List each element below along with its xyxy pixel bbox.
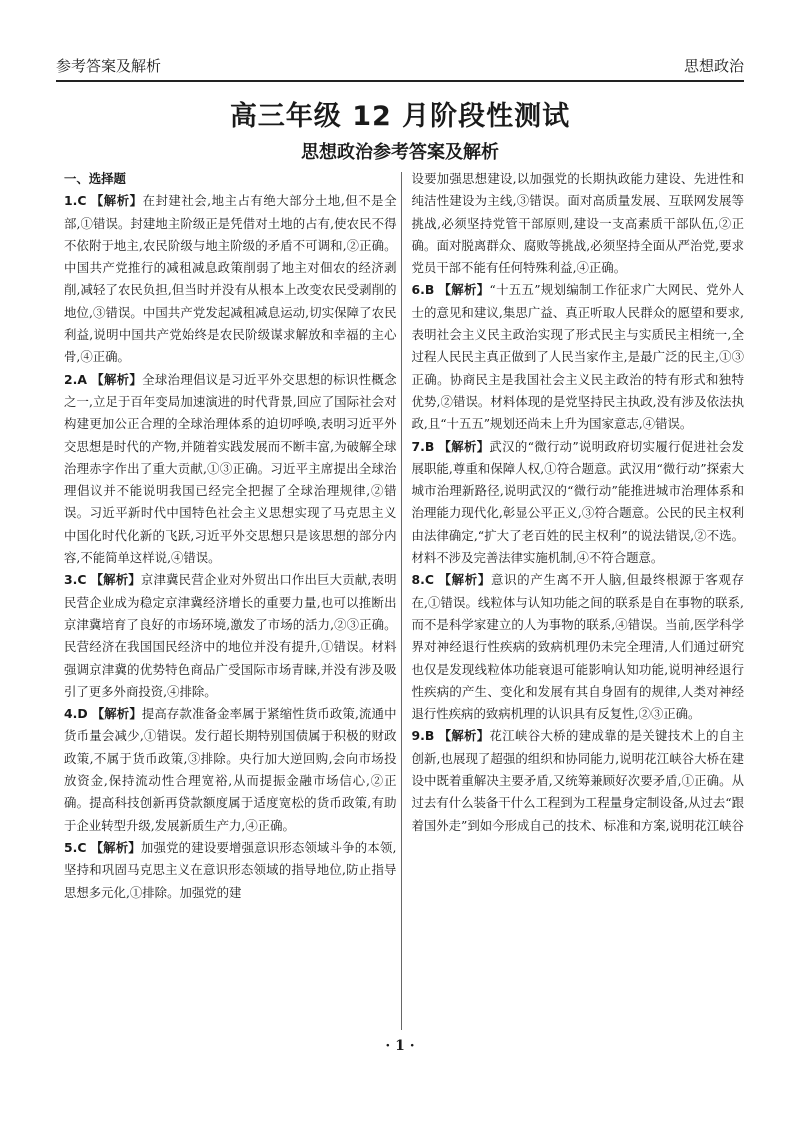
answer-columns: [64, 168, 744, 1034]
analysis-tag: 【解析】: [90, 572, 141, 588]
answer-number: 8.C: [411, 572, 434, 588]
answer-item: [64, 190, 397, 368]
answer-text: 提高存款准备金率属于紧缩性货币政策,流通中货币量会减少,①错误。发行超长期特别国债属于积极的财政政策,不属于货币政策,③排除。央行加大逆回购,会向市场投放资金,保持流动性合理宽裕,从而提振金融市场信心,②正确。提高科技创新再贷款额度属于适度宽松的货币政策,有助于企业转型升级,发展新质生产力,④正确。: [64, 706, 397, 833]
answer-text: 全球治理倡议是习近平外交思想的标识性概念之一,立足于百年变局加速演进的时代背景,回应了国际社会对构建更加公正合理的全球治理体系的迫切呼唤,表明习近平外交思想是时代的产物,并随着实践发展而不断丰富,为破解全球治理赤字作出了重大贡献,①③正确。习近平主席提出全球治理倡议并不能说明我国已经完全把握了全球治理规律,②错误。习近平新时代中国特色社会主义思想实现了马克思主义中国化时代化新的飞跃,习近平外交思想只是该思想的部分内容,不能简单这样说,④错误。: [64, 371, 397, 566]
answer-text: 设要加强思想建设,以加强党的长期执政能力建设、先进性和纯洁性建设为主线,③错误。面对高质量发展、互联网发展等挑战,必须坚持党管干部原则,建设一支高素质干部队伍,②正确。面对脱离群众、腐败等挑战,必须坚持全面从严治党,要求党员干部不能有任何特殊利益,④正确。: [411, 171, 744, 276]
analysis-tag: 【解析】: [438, 728, 490, 744]
answer-item: [412, 436, 745, 570]
answer-item: [64, 703, 397, 837]
answer-item: [64, 369, 397, 570]
answer-text: 意识的产生离不开人脑,但最终根源于客观存在,①错误。线粒体与认知功能之间的联系是自在事物的联系,而不是科学家建立的人为事物的联系,④错误。当前,医学科学界对神经退行性疾病的致病机理仍未完全理清,人们通过研究也仅是发现线粒体功能衰退可能影响认知功能,说明神经退行性疾病的产生、变化和发展有其自身固有的规律,人类对神经退行性疾病的致病机理的认识具有反复性,②③正确。: [411, 572, 744, 722]
right-column: [402, 168, 745, 1034]
page-subtitle: 思想政治参考答案及解析: [301, 142, 499, 163]
section-title: 一、选择题: [64, 171, 126, 186]
answer-number: 3.C: [64, 572, 87, 588]
answer-item: [64, 569, 397, 703]
answer-number: 2.A: [64, 371, 87, 387]
analysis-tag: 【解析】: [90, 193, 143, 209]
answer-number: 6.B: [411, 282, 435, 298]
answer-number: 9.B: [411, 728, 435, 744]
left-column: [64, 168, 401, 1034]
answer-item: [64, 837, 397, 904]
page-title: 高三年级 12 月阶段性测试: [229, 101, 571, 132]
analysis-tag: 【解析】: [90, 839, 141, 855]
answer-text: “十五五”规划编制工作征求广大网民、党外人士的意见和建议,集思广益、真正听取人民群众的愿望和要求,表明社会主义民主政治实现了形式民主与实质民主相统一,全过程人民民主真正做到了人民当家作主,是最广泛的民主,①③正确。协商民主是我国社会主义民主政治的特有形式和独特优势,②错误。材料体现的是党坚持民主执政,没有涉及依法执政,且“十五五”规划还尚未上升为国家意志,④错误。: [411, 282, 744, 432]
analysis-tag: 【解析】: [438, 572, 492, 588]
analysis-tag: 【解析】: [91, 371, 143, 387]
answer-text: 加强党的建设要增强意识形态领域斗争的本领,坚持和巩固马克思主义在意识形态领域的指导地位,防止指导思想多元化,①排除。加强党的建: [64, 839, 397, 900]
header-left-label: 参考答案及解析: [56, 57, 162, 75]
answer-text: 花江峡谷大桥的建成靠的是关键技术上的自主创新,也展现了超强的组织和协同能力,说明花江峡谷大桥在建设中既着重解决主要矛盾,又统筹兼顾好次要矛盾,①正确。从过去有什么装备干什么工程到为工程量身定制设备,从过去“跟着国外走”到如今形成自己的技术、标准和方案,说明花江峡谷: [411, 728, 744, 833]
page-header: [56, 48, 744, 82]
answer-number: 4.D: [64, 706, 88, 722]
answer-number: 1.C: [64, 193, 87, 209]
answer-item-continued: [412, 168, 745, 279]
header-right-label: 思想政治: [683, 57, 744, 75]
analysis-tag: 【解析】: [91, 706, 142, 722]
answer-text: 武汉的“微行动”说明政府切实履行促进社会发展职能,尊重和保障人权,①符合题意。武汉用“微行动”探索大城市治理新路径,说明武汉的“微行动”能推进城市治理体系和治理能力现代化,彰显公平正义,③符合题意。公民的民主权利由法律确定,“扩大了老百姓的民主权利”的说法错误,②不选。材料不涉及完善法律实施机制,④不符合题意。: [411, 438, 744, 566]
answer-item: [412, 569, 745, 725]
answer-number: 5.C: [64, 839, 87, 855]
answer-text: 京津冀民营企业对外贸出口作出巨大贡献,表明民营企业成为稳定京津冀经济增长的重要力量,也可以推断出京津冀培育了良好的市场环境,激发了市场的活力,②③正确。民营经济在我国国民经济中的地位并没有提升,①错误。材料强调京津冀的优势特色商品广受国际市场青睐,并没有涉及吸引了更多外商投资,④排除。: [64, 572, 397, 699]
page-number: · 1 ·: [385, 1038, 415, 1054]
analysis-tag: 【解析】: [438, 282, 490, 298]
answer-item: [412, 725, 745, 836]
analysis-tag: 【解析】: [438, 438, 490, 454]
answer-item: [412, 279, 745, 435]
answer-number: 7.B: [411, 438, 435, 454]
answer-text: 在封建社会,地主占有绝大部分土地,但不是全部,①错误。封建地主阶级正是凭借对土地的占有,使农民不得不依附于地主,农民阶级与地主阶级的矛盾不可调和,②正确。中国共产党推行的减租减息政策削弱了地主对佃农的经济剥削,减轻了农民负担,但当时并没有从根本上改变农民受剥削的地位,③错误。中国共产党发起减租减息运动,切实保障了农民利益,说明中国共产党始终是农民阶级谋求解放和幸福的主心骨,④正确。: [64, 193, 397, 365]
